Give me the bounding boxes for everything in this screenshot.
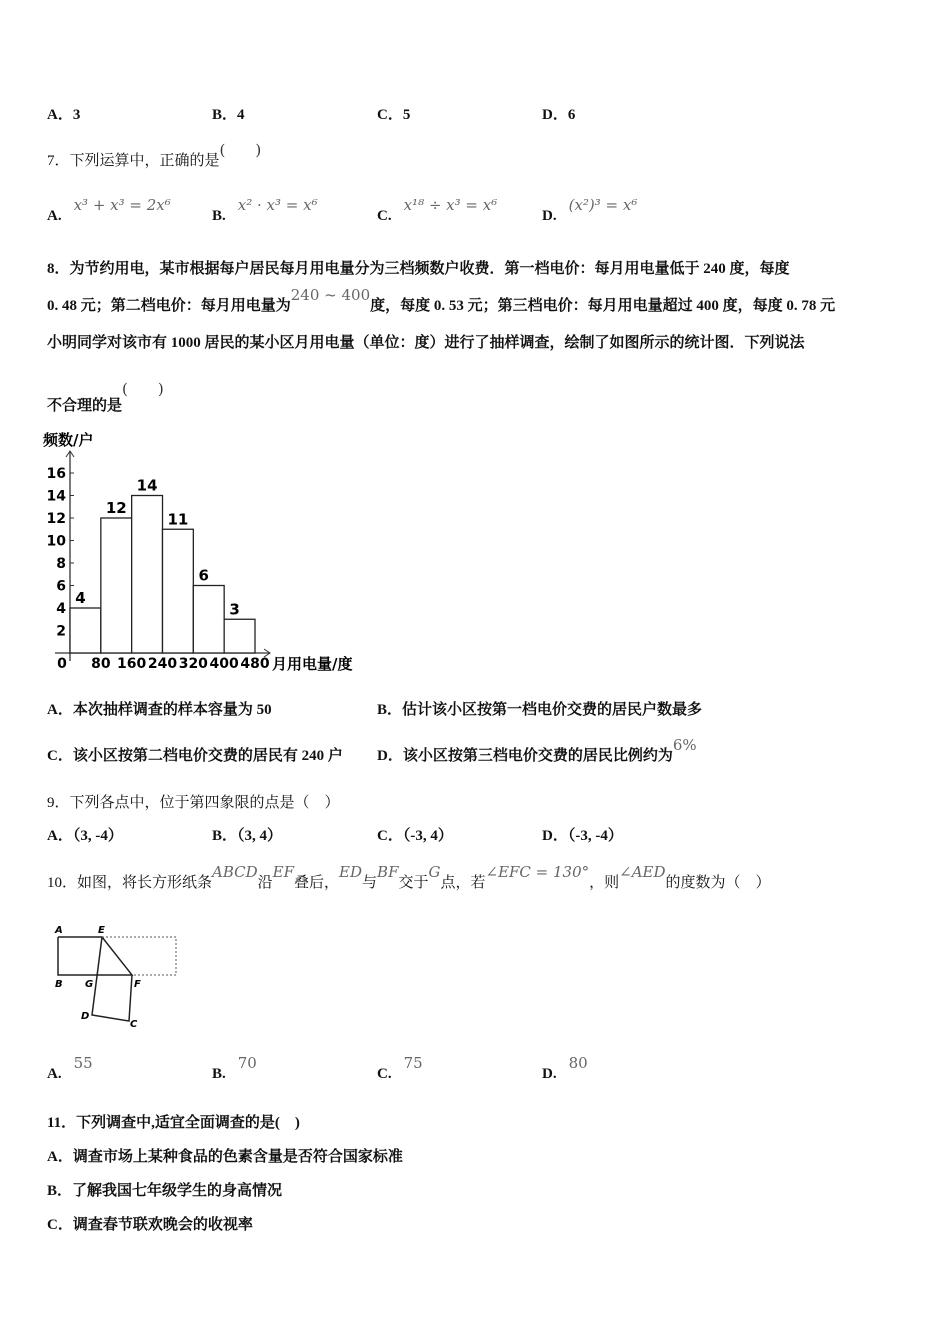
- option-formula: x¹⁸ ÷ x³ = x⁶: [403, 196, 498, 214]
- q7-stem: [47, 141, 262, 170]
- q10-text: 沿: [257, 875, 273, 891]
- option-text: 该小区按第二档电价交费的居民有 240 户: [72, 748, 343, 764]
- q9-stem: 9．下列各点中，位于第四象限的点是（ ）: [47, 795, 340, 811]
- q10-text: 的度数为（ ）: [665, 875, 771, 891]
- q9-option-d[interactable]: [542, 824, 623, 845]
- q10-math: ∠AED: [619, 863, 666, 881]
- histogram-bar: [70, 608, 101, 653]
- option-text: （-3, -4）: [567, 828, 623, 844]
- x-tick-label: 320: [178, 656, 208, 672]
- q6-option-a[interactable]: [47, 103, 80, 124]
- option-value: 80: [568, 1054, 588, 1072]
- y-tick-label: 6: [56, 578, 66, 595]
- option-text: 4: [237, 107, 245, 123]
- x-tick-label: 240: [147, 656, 178, 672]
- q10-math: G: [428, 863, 441, 881]
- q7-option-d[interactable]: [542, 196, 638, 225]
- option-text: 3: [72, 107, 81, 123]
- option-label: C．: [377, 828, 403, 844]
- option-formula: x² · x³ = x⁶: [237, 196, 318, 214]
- q10-math: EF: [272, 863, 295, 881]
- y-tick-label: 14: [46, 488, 66, 505]
- option-label: D．: [377, 748, 403, 764]
- option-label: A．: [47, 107, 73, 123]
- option-label: B.: [212, 208, 226, 224]
- option-text: 调查市场上某种食品的色素含量是否符合国家标准: [72, 1149, 403, 1165]
- q10-option-c[interactable]: [377, 1054, 423, 1083]
- q8-option-c[interactable]: [47, 744, 343, 765]
- label-c: C: [130, 1019, 138, 1030]
- q6-option-b[interactable]: [212, 103, 245, 124]
- q7-option-a[interactable]: [47, 196, 171, 225]
- q10-text: 点，若: [440, 875, 486, 891]
- q9-option-a[interactable]: [47, 824, 123, 845]
- x-tick-label: 160: [117, 656, 147, 672]
- option-formula: x³ + x³ = 2x⁶: [73, 196, 171, 214]
- bar-value-label: 6: [198, 566, 209, 585]
- q8-option-d[interactable]: [377, 736, 697, 765]
- label-e: E: [98, 925, 105, 936]
- histogram-bar: [101, 518, 132, 653]
- option-value: 75: [403, 1054, 423, 1072]
- answer-paren: ( ): [122, 380, 164, 398]
- option-text: （3, -4）: [72, 828, 123, 844]
- q8-text: 0. 48 元；第二档电价：每月用电量为: [47, 298, 291, 314]
- y-axis-label: 频数/户: [43, 431, 94, 449]
- y-tick-label: 2: [56, 623, 66, 640]
- x-axis-label: 月用电量/度: [272, 655, 353, 673]
- x-tick-label: 400: [209, 656, 239, 672]
- bar-value-label: 3: [229, 600, 240, 619]
- q10-option-d[interactable]: [542, 1054, 588, 1083]
- option-label: B．: [212, 107, 238, 123]
- q8-range-math: 240 ~ 400: [290, 286, 371, 304]
- q10-math: BF: [377, 863, 399, 881]
- q11-option-b[interactable]: [47, 1179, 282, 1200]
- x-tick-label: 0: [57, 656, 67, 672]
- q6-option-d[interactable]: [542, 103, 575, 124]
- option-text: 本次抽样调查的样本容量为 50: [72, 702, 272, 718]
- bar-value-label: 4: [75, 589, 86, 607]
- histogram-bar: [163, 529, 194, 653]
- option-label: A.: [47, 1066, 62, 1082]
- option-text: 估计该小区按第一档电价交费的居民户数最多: [402, 702, 703, 718]
- option-text: 5: [402, 107, 411, 123]
- option-label: A.: [47, 208, 62, 224]
- option-text: 该小区按第三档电价交费的居民比例约为: [402, 748, 673, 764]
- label-f: F: [134, 979, 141, 990]
- option-label: C.: [377, 1066, 392, 1082]
- option-label: A．: [47, 828, 73, 844]
- label-d: D: [81, 1011, 90, 1022]
- answer-paren: ( ): [219, 141, 262, 159]
- label-a: A: [55, 925, 63, 936]
- q7-stem-text: 7．下列运算中，正确的是: [47, 153, 220, 169]
- q10-text: 10．如图，将长方形纸条: [47, 875, 213, 891]
- q8-option-b[interactable]: [377, 698, 702, 719]
- q11-option-c[interactable]: [47, 1213, 253, 1234]
- q10-math: ∠EFC = 130°: [485, 863, 590, 881]
- bar-value-label: 11: [167, 510, 189, 529]
- q10-text: 叠后，: [294, 875, 340, 891]
- q6-option-c[interactable]: [377, 103, 410, 124]
- label-b: B: [55, 979, 63, 990]
- histogram-bar: [224, 619, 255, 653]
- y-tick-label: 4: [56, 601, 66, 617]
- histogram-bar: [193, 586, 224, 654]
- q8-option-a[interactable]: [47, 698, 272, 719]
- option-text: （-3, 4）: [402, 828, 453, 844]
- option-label: A．: [47, 1149, 73, 1165]
- q10-text: ，则: [589, 875, 620, 891]
- bar-value-label: 12: [105, 499, 127, 517]
- x-tick-label: 480: [240, 656, 270, 672]
- q7-option-b[interactable]: [212, 196, 318, 225]
- figure-dotted-outline: [102, 937, 176, 975]
- option-value: 55: [73, 1054, 93, 1072]
- option-label: D.: [542, 1066, 557, 1082]
- x-tick-label: 80: [91, 656, 111, 672]
- q10-math: ABCD: [212, 863, 258, 881]
- histogram-chart: [40, 425, 370, 675]
- q8-line2: [47, 286, 836, 315]
- option-label: B．: [377, 702, 403, 718]
- folded-rectangle-figure: [40, 915, 190, 1030]
- q9-option-b[interactable]: [212, 824, 282, 845]
- q10-option-a[interactable]: [47, 1054, 93, 1083]
- y-tick-label: 16: [46, 466, 66, 482]
- y-tick-label: 10: [46, 533, 66, 550]
- option-label: D.: [542, 208, 557, 224]
- histogram-bar: [132, 496, 163, 654]
- q10-math: ED: [339, 863, 363, 881]
- q8-text: 度，每度 0. 53 元；第三档电价：每月用电量超过 400 度，每度 0. 78 元: [370, 298, 836, 314]
- option-label: D．: [542, 828, 568, 844]
- option-label: C.: [377, 208, 392, 224]
- q7-option-c[interactable]: [377, 196, 498, 225]
- q10-text: 与: [362, 875, 378, 891]
- label-g: G: [85, 979, 94, 990]
- option-label: B．: [47, 1183, 73, 1199]
- q9-option-c[interactable]: [377, 824, 453, 845]
- option-label: C．: [377, 107, 403, 123]
- option-text: 调查春节联欢晚会的收视率: [72, 1217, 253, 1233]
- y-tick-label: 12: [46, 511, 66, 527]
- q10-text: 交于: [398, 875, 429, 891]
- figure-lines: [58, 937, 132, 975]
- option-label: C．: [47, 748, 73, 764]
- option-label: C．: [47, 1217, 73, 1233]
- option-text: 了解我国七年级学生的身高情况: [72, 1183, 283, 1199]
- bar-value-label: 14: [136, 476, 158, 495]
- option-formula: (x²)³ = x⁶: [568, 196, 638, 214]
- option-label: B.: [212, 1066, 226, 1082]
- option-text: 6: [567, 107, 576, 123]
- q10-stem: [47, 863, 771, 892]
- q8-text: 不合理的是: [47, 398, 123, 414]
- option-label: D．: [542, 107, 568, 123]
- q11-stem: 11．下列调查中,适宜全面调查的是( ): [47, 1115, 300, 1131]
- option-value: 70: [237, 1054, 257, 1072]
- q10-option-b[interactable]: [212, 1054, 257, 1083]
- q8-line3: 小明同学对该市有 1000 居民的某小区月用电量（单位：度）进行了抽样调查，绘制了如图所示的统计图．下列说法: [47, 335, 805, 351]
- q8-line1: 8．为节约用电，某市根据每户居民每月用电量分为三档频数户收费．第一档电价：每月用电量低于 240 度，每度: [47, 261, 790, 277]
- q11-option-a[interactable]: [47, 1145, 403, 1166]
- q8-line4: [47, 380, 164, 415]
- option-label: A．: [47, 702, 73, 718]
- option-text: （3, 4）: [237, 828, 283, 844]
- option-math: 6%: [672, 736, 697, 754]
- y-tick-label: 8: [56, 556, 66, 572]
- option-label: B．: [212, 828, 238, 844]
